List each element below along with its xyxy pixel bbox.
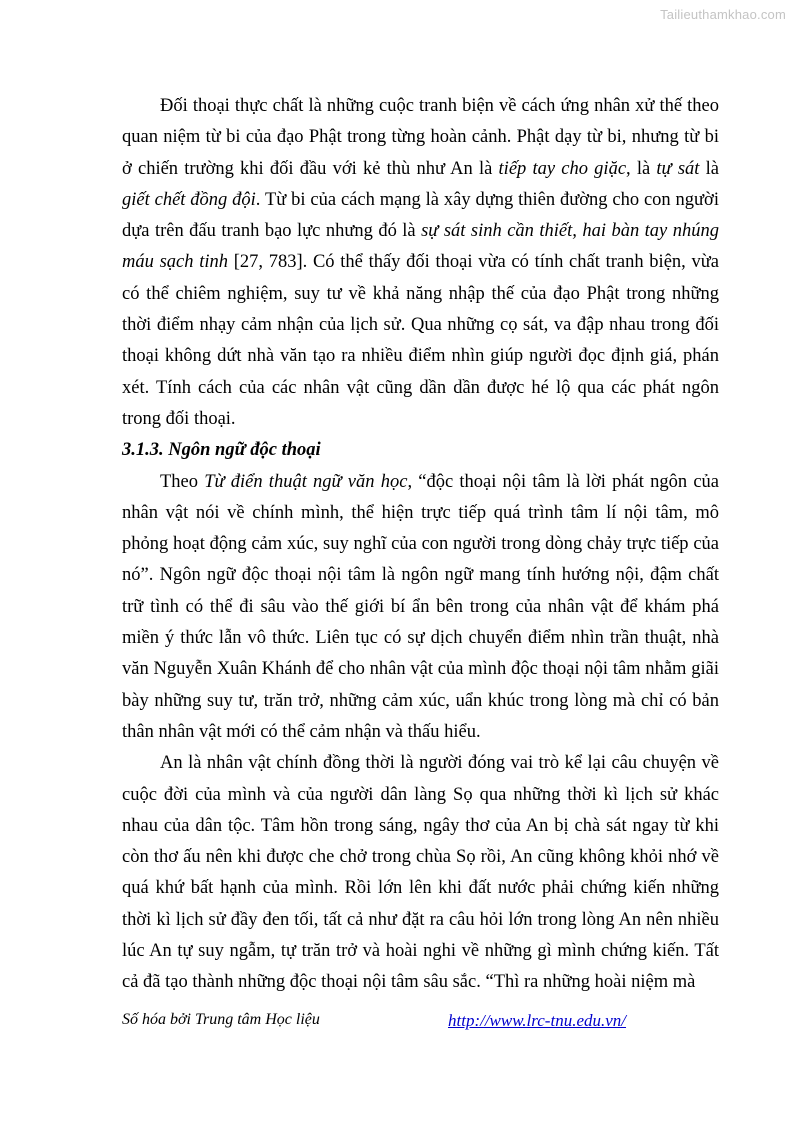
italic-span: Từ điển thuật ngữ văn học: [204, 471, 408, 492]
italic-span: giết chết đồng đội: [122, 189, 256, 210]
watermark-text: Tailieuthamkhao.com: [660, 7, 786, 22]
italic-span: tiếp tay cho giặc: [498, 158, 627, 179]
text-span: . Từ bi của cách mạng là xây dựng thiên đường cho con người dựa trên đấu tranh bạo lực nhưng đó là: [122, 189, 719, 242]
section-heading: 3.1.3. Ngôn ngữ độc thoại: [122, 440, 321, 461]
text-span: là: [699, 158, 719, 179]
text-span: , “độc thoại nội tâm là lời phát ngôn của nhân vật nói về chính mình, thể hiện trực tiếp quá trình tâm lí nội tâm, mô phỏng hoạt động cảm xúc, suy nghĩ của con người trong dòng chảy trực tiếp của nó”. Ngôn ngữ độc thoại nội tâm là ngôn ngữ mang tính hướng nội, đậm chất trữ tình có thể đi sâu vào thế giới bí ẩn bên trong của nhân vật để khám phá miền ý thức lẫn vô thức. Liên tục có sự dịch chuyển điểm nhìn trần thuật, nhà văn Nguyễn Xuân Khánh để cho nhân vật của mình độc thoại nội tâm nhằm giãi bày những suy tư, trăn trở, những cảm xúc, uẩn khúc trong lòng mà chỉ có bản thân nhân vật mới có thể cảm nhận và thấu hiểu.: [122, 471, 720, 742]
paragraph-1: [122, 91, 719, 435]
text-span: Theo: [160, 471, 205, 492]
document-body: [122, 91, 719, 999]
footer-link[interactable]: http://www.lrc-tnu.edu.vn/: [448, 1011, 627, 1030]
paragraph-2: [122, 467, 719, 749]
italic-span: tự sát: [656, 158, 700, 179]
text-span: [27, 783]. Có thể thấy đối thoại vừa có tính chất tranh biện, vừa có thể chiêm nghiệm, suy tư về khả năng nhập thế của đạo Phật trong những thời điểm nhạy cảm nhận của lịch sử. Qua những cọ sát, va đập nhau trong đối thoại không dứt nhà văn tạo ra nhiều điểm nhìn giúp người đọc định giá, phán xét. Tính cách của các nhân vật cũng dần dần được hé lộ qua các phát ngôn trong đối thoại.: [122, 252, 719, 429]
italic-span: sự sát sinh cần thiết, hai bàn tay nhúng máu sạch tinh: [122, 221, 719, 273]
text-span: , là: [626, 158, 657, 179]
footer-credit: Số hóa bởi Trung tâm Học liệu: [122, 1011, 320, 1028]
paragraph-3: An là nhân vật chính đồng thời là người đóng vai trò kể lại câu chuyện về cuộc đời của mình và của người dân làng Sọ qua những thời kì lịch sử khác nhau của dân tộc. Tâm hồn trong sáng, ngây thơ của An bị chà sát ngay từ khi còn thơ ấu nên khi được che chở trong chùa Sọ rồi, An cũng không khỏi nhớ về quá khứ bất hạnh của mình. Rồi lớn lên khi đất nước phải chứng kiến những thời kì lịch sử đầy đen tối, tất cả như đặt ra câu hỏi lớn trong lòng An nên nhiều lúc An tự suy ngẫm, tự trăn trở và hoài nghi về những gì mình chứng kiến. Tất cả đã tạo thành những độc thoại nội tâm sâu sắc. “Thì ra những hoài niệm mà: [122, 753, 719, 993]
text-span: Đối thoại thực chất là những cuộc tranh biện về cách ứng nhân xử thế theo quan niệm từ bi của đạo Phật trong từng hoàn cảnh. Phật dạy từ bi, nhưng từ bi ở chiến trường khi đối đầu với kẻ thù như An là: [122, 96, 719, 179]
